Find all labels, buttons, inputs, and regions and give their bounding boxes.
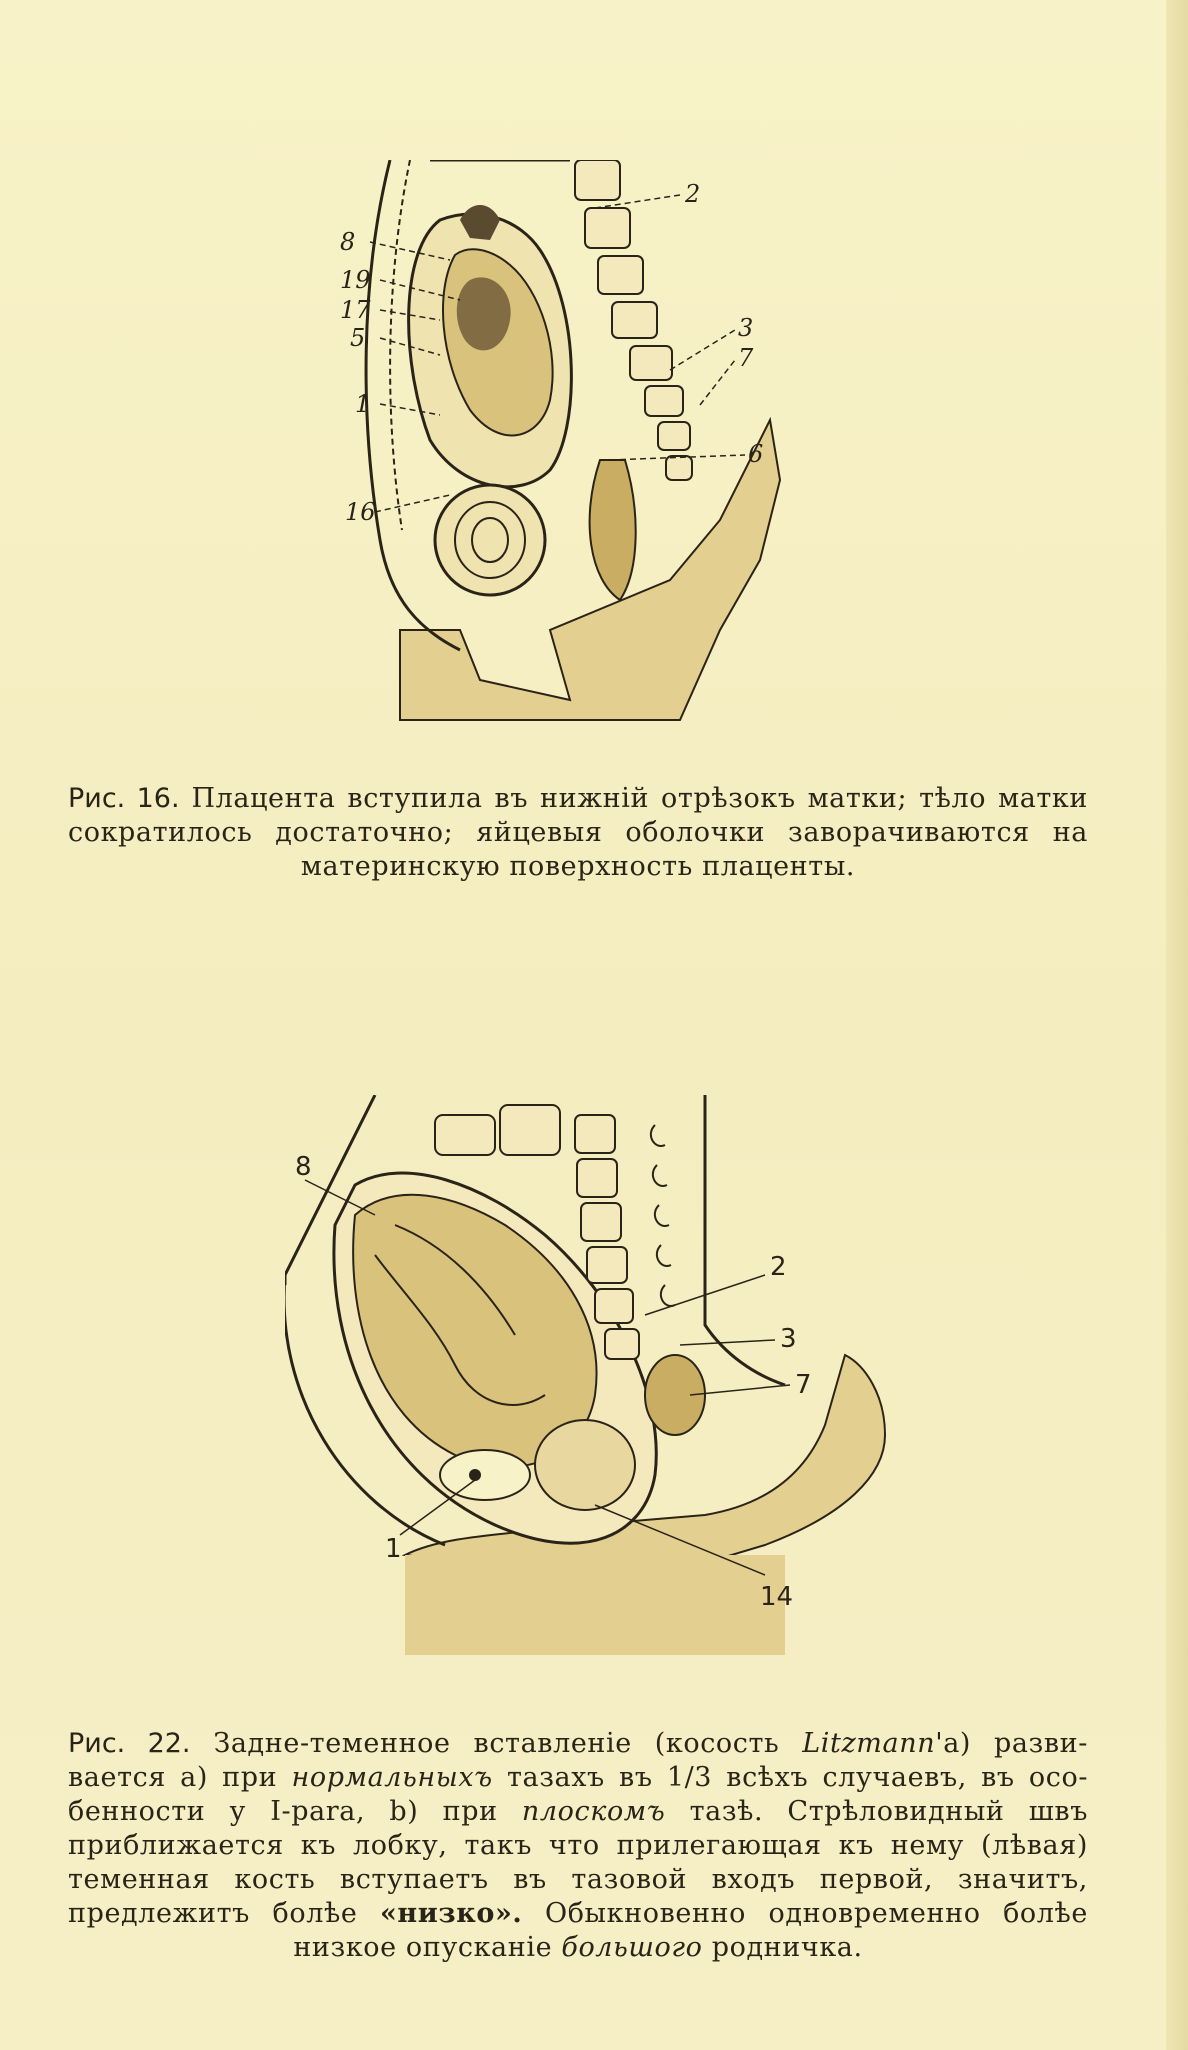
page-edge — [1166, 0, 1188, 2050]
fig16-label-19: 19 — [340, 266, 371, 294]
figure-16-drawing — [340, 160, 860, 740]
fig22-label-8: 8 — [295, 1152, 312, 1182]
caption22-line-7 — [68, 1931, 1088, 1965]
caption22-text-6-quote: «низко». — [379, 1898, 523, 1929]
fig16-label-16: 16 — [345, 498, 376, 526]
caption22-text-6a: предлежитъ болѣе — [68, 1898, 358, 1929]
caption22-fraction: 1/3 — [666, 1762, 713, 1793]
fig22-label-7: 7 — [795, 1370, 812, 1400]
caption22-text-2-italic: нормальныхъ — [291, 1762, 493, 1793]
caption22-text-7b: родничка. — [711, 1932, 863, 1963]
fig16-label-3: 3 — [738, 314, 754, 342]
caption22-line-4: приближается къ лобку, такъ что прилегающая къ нему (лѣвая) — [68, 1830, 1088, 1861]
figure-16-illustration — [340, 160, 860, 740]
fig16-label-5: 5 — [350, 324, 366, 352]
caption22-line-6 — [68, 1897, 1088, 1931]
fig16-label-8: 8 — [340, 228, 356, 256]
caption22-text-2b: тазахъ въ — [506, 1762, 653, 1793]
caption16-text-1: Плацента вступила въ нижній отрѣзокъ матки; тѣло матки — [191, 783, 1089, 814]
caption22-line-3 — [68, 1795, 1088, 1829]
caption22-text-7-italic: большого — [561, 1932, 703, 1963]
fig16-label-6: 6 — [748, 440, 764, 468]
caption22-author-name: Litzmann — [802, 1728, 936, 1759]
caption22-text-6b: Обыкновенно одновременно болѣе — [544, 1898, 1088, 1929]
figure-16-number: Рис. 16. — [68, 783, 180, 814]
caption22-text-1a: Задне-теменное вставленіе (косость — [213, 1728, 780, 1759]
figure-16-caption — [68, 782, 1088, 884]
fig22-label-1: 1 — [385, 1534, 402, 1564]
caption22-text-2a: вается а) при — [68, 1762, 278, 1793]
fig22-label-2: 2 — [770, 1252, 787, 1282]
caption16-line-2: сократилось достаточно; яйцевыя оболочки заворачиваются на — [68, 817, 1088, 848]
caption22-text-3b: тазѣ. Стрѣловидный швъ — [689, 1796, 1088, 1827]
fig16-label-17: 17 — [340, 296, 371, 324]
caption22-text-2c: всѣхъ случаевъ, въ осо- — [726, 1762, 1089, 1793]
figure-22-illustration — [285, 1095, 945, 1655]
caption22-line-2 — [68, 1761, 1088, 1795]
fig16-label-1: 1 — [355, 390, 371, 418]
caption22-text-3a: бенности у I-para, b) при — [68, 1796, 498, 1827]
fig22-label-3: 3 — [780, 1324, 797, 1354]
figure-22-drawing — [285, 1095, 945, 1655]
fig16-label-7: 7 — [738, 344, 754, 372]
caption16-line-1 — [68, 782, 1088, 816]
caption22-line-1 — [68, 1727, 1088, 1761]
caption22-line-5: теменная кость вступаетъ въ тазовой входъ первой, значитъ, — [68, 1864, 1088, 1895]
caption16-line-3: материнскую поверхность плаценты. — [300, 851, 856, 882]
fig16-label-2: 2 — [685, 180, 701, 208]
caption22-text-7a: низкое опусканіе — [293, 1932, 553, 1963]
caption22-text-1b: 'а) разви- — [935, 1728, 1088, 1759]
fig22-label-14: 14 — [760, 1582, 794, 1612]
figure-22-caption — [68, 1727, 1088, 1965]
figure-22-number: Рис. 22. — [68, 1728, 191, 1759]
caption22-text-3-italic: плоскомъ — [521, 1796, 666, 1827]
